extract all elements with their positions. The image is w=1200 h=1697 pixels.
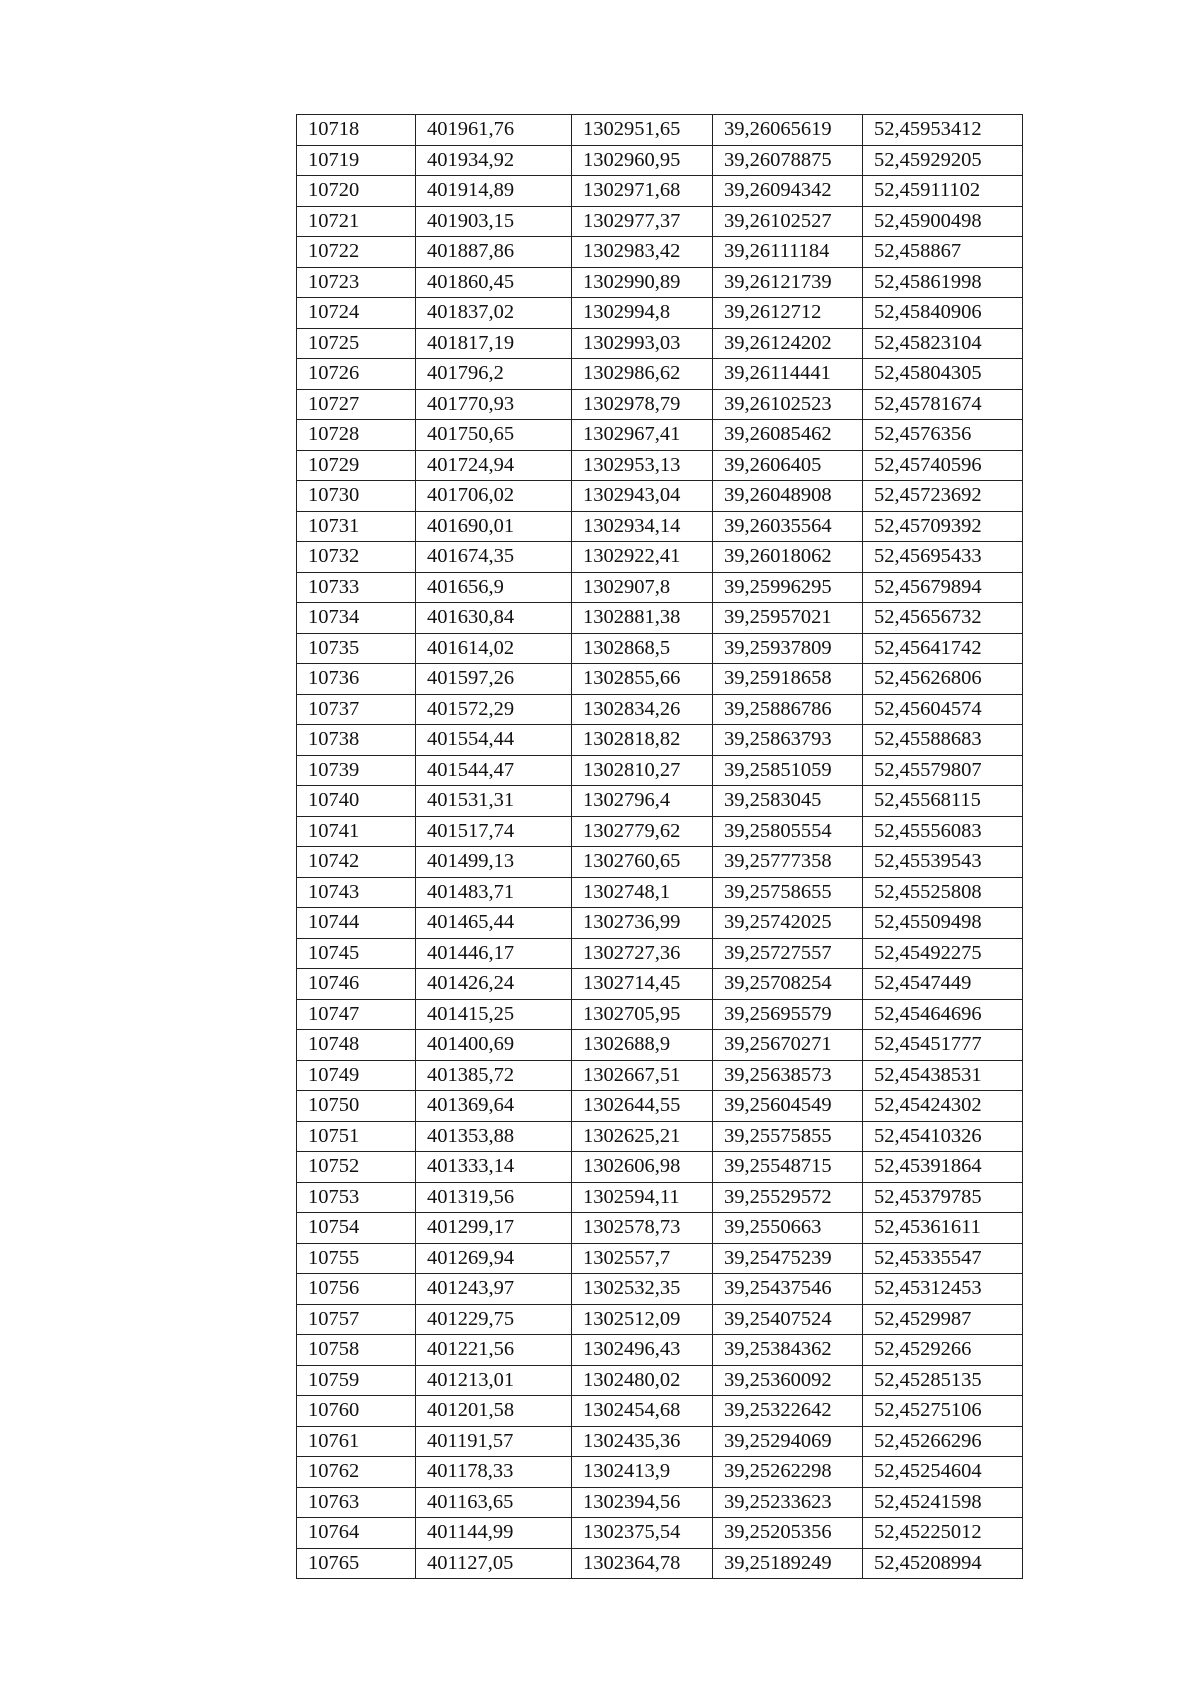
latitude-cell: 52,45266296 (863, 1426, 1023, 1457)
point-number-cell: 10734 (297, 603, 416, 634)
table-row (297, 1487, 1023, 1518)
latitude-cell: 52,4529266 (863, 1335, 1023, 1366)
latitude-cell: 52,4576356 (863, 420, 1023, 451)
latitude-cell: 52,45604574 (863, 694, 1023, 725)
y-coordinate-cell: 1302967,41 (572, 420, 713, 451)
latitude-cell: 52,4547449 (863, 969, 1023, 1000)
y-coordinate-cell: 1302907,8 (572, 572, 713, 603)
point-number-cell: 10742 (297, 847, 416, 878)
longitude-cell: 39,25322642 (713, 1396, 863, 1427)
y-coordinate-cell: 1302971,68 (572, 176, 713, 207)
x-coordinate-cell: 401690,01 (416, 511, 572, 542)
x-coordinate-cell: 401597,26 (416, 664, 572, 695)
longitude-cell: 39,25475239 (713, 1243, 863, 1274)
longitude-cell: 39,25863793 (713, 725, 863, 756)
latitude-cell: 52,45391864 (863, 1152, 1023, 1183)
longitude-cell: 39,26078875 (713, 145, 863, 176)
longitude-cell: 39,2612712 (713, 298, 863, 329)
table-row (297, 786, 1023, 817)
x-coordinate-cell: 401269,94 (416, 1243, 572, 1274)
table-row (297, 1365, 1023, 1396)
latitude-cell: 52,45335547 (863, 1243, 1023, 1274)
latitude-cell: 52,45208994 (863, 1548, 1023, 1579)
latitude-cell: 52,45438531 (863, 1060, 1023, 1091)
point-number-cell: 10765 (297, 1548, 416, 1579)
longitude-cell: 39,25758655 (713, 877, 863, 908)
y-coordinate-cell: 1302644,55 (572, 1091, 713, 1122)
y-coordinate-cell: 1302934,14 (572, 511, 713, 542)
x-coordinate-cell: 401656,9 (416, 572, 572, 603)
x-coordinate-cell: 401531,31 (416, 786, 572, 817)
x-coordinate-cell: 401934,92 (416, 145, 572, 176)
y-coordinate-cell: 1302413,9 (572, 1457, 713, 1488)
longitude-cell: 39,25529572 (713, 1182, 863, 1213)
y-coordinate-cell: 1302667,51 (572, 1060, 713, 1091)
longitude-cell: 39,25805554 (713, 816, 863, 847)
x-coordinate-cell: 401554,44 (416, 725, 572, 756)
longitude-cell: 39,25604549 (713, 1091, 863, 1122)
point-number-cell: 10739 (297, 755, 416, 786)
table-row (297, 572, 1023, 603)
x-coordinate-cell: 401400,69 (416, 1030, 572, 1061)
latitude-cell: 52,45525808 (863, 877, 1023, 908)
x-coordinate-cell: 401837,02 (416, 298, 572, 329)
point-number-cell: 10761 (297, 1426, 416, 1457)
y-coordinate-cell: 1302625,21 (572, 1121, 713, 1152)
y-coordinate-cell: 1302532,35 (572, 1274, 713, 1305)
table-row (297, 1457, 1023, 1488)
point-number-cell: 10749 (297, 1060, 416, 1091)
table-row (297, 847, 1023, 878)
point-number-cell: 10721 (297, 206, 416, 237)
latitude-cell: 52,45953412 (863, 115, 1023, 146)
point-number-cell: 10755 (297, 1243, 416, 1274)
x-coordinate-cell: 401903,15 (416, 206, 572, 237)
y-coordinate-cell: 1302868,5 (572, 633, 713, 664)
longitude-cell: 39,26102523 (713, 389, 863, 420)
longitude-cell: 39,25886786 (713, 694, 863, 725)
point-number-cell: 10754 (297, 1213, 416, 1244)
latitude-cell: 52,45740596 (863, 450, 1023, 481)
point-number-cell: 10730 (297, 481, 416, 512)
latitude-cell: 52,45804305 (863, 359, 1023, 390)
y-coordinate-cell: 1302736,99 (572, 908, 713, 939)
point-number-cell: 10729 (297, 450, 416, 481)
latitude-cell: 52,458867 (863, 237, 1023, 268)
x-coordinate-cell: 401426,24 (416, 969, 572, 1000)
longitude-cell: 39,2583045 (713, 786, 863, 817)
x-coordinate-cell: 401201,58 (416, 1396, 572, 1427)
x-coordinate-cell: 401213,01 (416, 1365, 572, 1396)
x-coordinate-cell: 401243,97 (416, 1274, 572, 1305)
table-row (297, 1030, 1023, 1061)
x-coordinate-cell: 401369,64 (416, 1091, 572, 1122)
table-row (297, 938, 1023, 969)
table-row (297, 359, 1023, 390)
longitude-cell: 39,25957021 (713, 603, 863, 634)
longitude-cell: 39,25727557 (713, 938, 863, 969)
longitude-cell: 39,25575855 (713, 1121, 863, 1152)
point-number-cell: 10720 (297, 176, 416, 207)
table-row (297, 420, 1023, 451)
table-row (297, 1304, 1023, 1335)
latitude-cell: 52,45840906 (863, 298, 1023, 329)
table-row (297, 298, 1023, 329)
table-row (297, 1121, 1023, 1152)
latitude-cell: 52,45656732 (863, 603, 1023, 634)
y-coordinate-cell: 1302834,26 (572, 694, 713, 725)
longitude-cell: 39,25937809 (713, 633, 863, 664)
table-row (297, 1091, 1023, 1122)
table-row (297, 1335, 1023, 1366)
table-row (297, 1182, 1023, 1213)
x-coordinate-cell: 401127,05 (416, 1548, 572, 1579)
point-number-cell: 10727 (297, 389, 416, 420)
y-coordinate-cell: 1302480,02 (572, 1365, 713, 1396)
latitude-cell: 52,45695433 (863, 542, 1023, 573)
latitude-cell: 52,45900498 (863, 206, 1023, 237)
table-row (297, 206, 1023, 237)
table-row (297, 816, 1023, 847)
x-coordinate-cell: 401221,56 (416, 1335, 572, 1366)
x-coordinate-cell: 401465,44 (416, 908, 572, 939)
latitude-cell: 52,45254604 (863, 1457, 1023, 1488)
y-coordinate-cell: 1302364,78 (572, 1548, 713, 1579)
point-number-cell: 10732 (297, 542, 416, 573)
y-coordinate-cell: 1302953,13 (572, 450, 713, 481)
point-number-cell: 10747 (297, 999, 416, 1030)
longitude-cell: 39,26102527 (713, 206, 863, 237)
longitude-cell: 39,25742025 (713, 908, 863, 939)
table-row (297, 969, 1023, 1000)
longitude-cell: 39,26018062 (713, 542, 863, 573)
point-number-cell: 10764 (297, 1518, 416, 1549)
longitude-cell: 39,25205356 (713, 1518, 863, 1549)
point-number-cell: 10725 (297, 328, 416, 359)
table-row (297, 450, 1023, 481)
x-coordinate-cell: 401572,29 (416, 694, 572, 725)
longitude-cell: 39,26035564 (713, 511, 863, 542)
latitude-cell: 52,45911102 (863, 176, 1023, 207)
latitude-cell: 52,45225012 (863, 1518, 1023, 1549)
y-coordinate-cell: 1302557,7 (572, 1243, 713, 1274)
table-row (297, 176, 1023, 207)
latitude-cell: 52,45929205 (863, 145, 1023, 176)
x-coordinate-cell: 401483,71 (416, 877, 572, 908)
y-coordinate-cell: 1302714,45 (572, 969, 713, 1000)
longitude-cell: 39,25294069 (713, 1426, 863, 1457)
table-row (297, 1548, 1023, 1579)
x-coordinate-cell: 401517,74 (416, 816, 572, 847)
x-coordinate-cell: 401817,19 (416, 328, 572, 359)
point-number-cell: 10757 (297, 1304, 416, 1335)
y-coordinate-cell: 1302727,36 (572, 938, 713, 969)
y-coordinate-cell: 1302943,04 (572, 481, 713, 512)
latitude-cell: 52,45312453 (863, 1274, 1023, 1305)
table-row (297, 511, 1023, 542)
table-row (297, 1243, 1023, 1274)
x-coordinate-cell: 401887,86 (416, 237, 572, 268)
point-number-cell: 10748 (297, 1030, 416, 1061)
longitude-cell: 39,25996295 (713, 572, 863, 603)
point-number-cell: 10731 (297, 511, 416, 542)
point-number-cell: 10719 (297, 145, 416, 176)
point-number-cell: 10724 (297, 298, 416, 329)
latitude-cell: 52,45861998 (863, 267, 1023, 298)
longitude-cell: 39,26114441 (713, 359, 863, 390)
latitude-cell: 52,45241598 (863, 1487, 1023, 1518)
point-number-cell: 10718 (297, 115, 416, 146)
latitude-cell: 52,45361611 (863, 1213, 1023, 1244)
x-coordinate-cell: 401446,17 (416, 938, 572, 969)
latitude-cell: 52,45781674 (863, 389, 1023, 420)
longitude-cell: 39,25851059 (713, 755, 863, 786)
y-coordinate-cell: 1302688,9 (572, 1030, 713, 1061)
table-row (297, 389, 1023, 420)
point-number-cell: 10746 (297, 969, 416, 1000)
point-number-cell: 10740 (297, 786, 416, 817)
x-coordinate-cell: 401961,76 (416, 115, 572, 146)
longitude-cell: 39,25407524 (713, 1304, 863, 1335)
point-number-cell: 10751 (297, 1121, 416, 1152)
x-coordinate-cell: 401299,17 (416, 1213, 572, 1244)
y-coordinate-cell: 1302993,03 (572, 328, 713, 359)
latitude-cell: 52,45723692 (863, 481, 1023, 512)
longitude-cell: 39,25189249 (713, 1548, 863, 1579)
y-coordinate-cell: 1302994,8 (572, 298, 713, 329)
table-row (297, 267, 1023, 298)
x-coordinate-cell: 401353,88 (416, 1121, 572, 1152)
longitude-cell: 39,26048908 (713, 481, 863, 512)
y-coordinate-cell: 1302512,09 (572, 1304, 713, 1335)
latitude-cell: 52,45451777 (863, 1030, 1023, 1061)
x-coordinate-cell: 401796,2 (416, 359, 572, 390)
x-coordinate-cell: 401319,56 (416, 1182, 572, 1213)
y-coordinate-cell: 1302496,43 (572, 1335, 713, 1366)
latitude-cell: 52,45568115 (863, 786, 1023, 817)
longitude-cell: 39,25708254 (713, 969, 863, 1000)
x-coordinate-cell: 401191,57 (416, 1426, 572, 1457)
y-coordinate-cell: 1302375,54 (572, 1518, 713, 1549)
point-number-cell: 10750 (297, 1091, 416, 1122)
x-coordinate-cell: 401770,93 (416, 389, 572, 420)
y-coordinate-cell: 1302578,73 (572, 1213, 713, 1244)
table-row (297, 115, 1023, 146)
longitude-cell: 39,25548715 (713, 1152, 863, 1183)
table-row (297, 1152, 1023, 1183)
x-coordinate-cell: 401333,14 (416, 1152, 572, 1183)
point-number-cell: 10723 (297, 267, 416, 298)
point-number-cell: 10743 (297, 877, 416, 908)
y-coordinate-cell: 1302748,1 (572, 877, 713, 908)
table-row (297, 328, 1023, 359)
table-row (297, 694, 1023, 725)
point-number-cell: 10728 (297, 420, 416, 451)
longitude-cell: 39,25918658 (713, 664, 863, 695)
table-row (297, 603, 1023, 634)
latitude-cell: 52,45679894 (863, 572, 1023, 603)
point-number-cell: 10759 (297, 1365, 416, 1396)
table-row (297, 1274, 1023, 1305)
longitude-cell: 39,26065619 (713, 115, 863, 146)
y-coordinate-cell: 1302394,56 (572, 1487, 713, 1518)
latitude-cell: 52,45709392 (863, 511, 1023, 542)
table-row (297, 542, 1023, 573)
point-number-cell: 10762 (297, 1457, 416, 1488)
x-coordinate-cell: 401674,35 (416, 542, 572, 573)
latitude-cell: 52,45588683 (863, 725, 1023, 756)
y-coordinate-cell: 1302881,38 (572, 603, 713, 634)
y-coordinate-cell: 1302990,89 (572, 267, 713, 298)
coordinates-table-body (297, 115, 1023, 1579)
y-coordinate-cell: 1302760,65 (572, 847, 713, 878)
point-number-cell: 10737 (297, 694, 416, 725)
x-coordinate-cell: 401614,02 (416, 633, 572, 664)
y-coordinate-cell: 1302796,4 (572, 786, 713, 817)
point-number-cell: 10722 (297, 237, 416, 268)
x-coordinate-cell: 401499,13 (416, 847, 572, 878)
latitude-cell: 52,45410326 (863, 1121, 1023, 1152)
point-number-cell: 10763 (297, 1487, 416, 1518)
x-coordinate-cell: 401860,45 (416, 267, 572, 298)
table-row (297, 755, 1023, 786)
y-coordinate-cell: 1302951,65 (572, 115, 713, 146)
point-number-cell: 10741 (297, 816, 416, 847)
point-number-cell: 10758 (297, 1335, 416, 1366)
x-coordinate-cell: 401544,47 (416, 755, 572, 786)
table-row (297, 1060, 1023, 1091)
longitude-cell: 39,25262298 (713, 1457, 863, 1488)
x-coordinate-cell: 401415,25 (416, 999, 572, 1030)
latitude-cell: 52,45823104 (863, 328, 1023, 359)
table-row (297, 1213, 1023, 1244)
latitude-cell: 52,45579807 (863, 755, 1023, 786)
table-row (297, 481, 1023, 512)
longitude-cell: 39,26111184 (713, 237, 863, 268)
y-coordinate-cell: 1302960,95 (572, 145, 713, 176)
longitude-cell: 39,2606405 (713, 450, 863, 481)
longitude-cell: 39,25233623 (713, 1487, 863, 1518)
point-number-cell: 10744 (297, 908, 416, 939)
table-row (297, 877, 1023, 908)
table-row (297, 1518, 1023, 1549)
x-coordinate-cell: 401229,75 (416, 1304, 572, 1335)
longitude-cell: 39,26094342 (713, 176, 863, 207)
latitude-cell: 52,45379785 (863, 1182, 1023, 1213)
y-coordinate-cell: 1302705,95 (572, 999, 713, 1030)
table-row (297, 145, 1023, 176)
longitude-cell: 39,26124202 (713, 328, 863, 359)
latitude-cell: 52,45424302 (863, 1091, 1023, 1122)
y-coordinate-cell: 1302986,62 (572, 359, 713, 390)
y-coordinate-cell: 1302978,79 (572, 389, 713, 420)
y-coordinate-cell: 1302977,37 (572, 206, 713, 237)
longitude-cell: 39,26085462 (713, 420, 863, 451)
longitude-cell: 39,25695579 (713, 999, 863, 1030)
latitude-cell: 52,45626806 (863, 664, 1023, 695)
x-coordinate-cell: 401385,72 (416, 1060, 572, 1091)
point-number-cell: 10735 (297, 633, 416, 664)
y-coordinate-cell: 1302855,66 (572, 664, 713, 695)
x-coordinate-cell: 401706,02 (416, 481, 572, 512)
latitude-cell: 52,4529987 (863, 1304, 1023, 1335)
table-row (297, 908, 1023, 939)
longitude-cell: 39,25777358 (713, 847, 863, 878)
longitude-cell: 39,25384362 (713, 1335, 863, 1366)
x-coordinate-cell: 401178,33 (416, 1457, 572, 1488)
latitude-cell: 52,45492275 (863, 938, 1023, 969)
y-coordinate-cell: 1302922,41 (572, 542, 713, 573)
longitude-cell: 39,25360092 (713, 1365, 863, 1396)
y-coordinate-cell: 1302983,42 (572, 237, 713, 268)
y-coordinate-cell: 1302454,68 (572, 1396, 713, 1427)
x-coordinate-cell: 401750,65 (416, 420, 572, 451)
longitude-cell: 39,25670271 (713, 1030, 863, 1061)
x-coordinate-cell: 401724,94 (416, 450, 572, 481)
x-coordinate-cell: 401914,89 (416, 176, 572, 207)
point-number-cell: 10733 (297, 572, 416, 603)
latitude-cell: 52,45464696 (863, 999, 1023, 1030)
y-coordinate-cell: 1302818,82 (572, 725, 713, 756)
point-number-cell: 10752 (297, 1152, 416, 1183)
point-number-cell: 10756 (297, 1274, 416, 1305)
point-number-cell: 10726 (297, 359, 416, 390)
table-row (297, 1426, 1023, 1457)
x-coordinate-cell: 401630,84 (416, 603, 572, 634)
y-coordinate-cell: 1302435,36 (572, 1426, 713, 1457)
point-number-cell: 10753 (297, 1182, 416, 1213)
longitude-cell: 39,25437546 (713, 1274, 863, 1305)
table-row (297, 725, 1023, 756)
latitude-cell: 52,45285135 (863, 1365, 1023, 1396)
y-coordinate-cell: 1302594,11 (572, 1182, 713, 1213)
longitude-cell: 39,26121739 (713, 267, 863, 298)
point-number-cell: 10760 (297, 1396, 416, 1427)
y-coordinate-cell: 1302606,98 (572, 1152, 713, 1183)
x-coordinate-cell: 401144,99 (416, 1518, 572, 1549)
table-row (297, 664, 1023, 695)
coordinates-table (296, 114, 1023, 1579)
point-number-cell: 10736 (297, 664, 416, 695)
latitude-cell: 52,45275106 (863, 1396, 1023, 1427)
longitude-cell: 39,25638573 (713, 1060, 863, 1091)
x-coordinate-cell: 401163,65 (416, 1487, 572, 1518)
table-row (297, 633, 1023, 664)
y-coordinate-cell: 1302810,27 (572, 755, 713, 786)
latitude-cell: 52,45556083 (863, 816, 1023, 847)
longitude-cell: 39,2550663 (713, 1213, 863, 1244)
latitude-cell: 52,45539543 (863, 847, 1023, 878)
table-row (297, 999, 1023, 1030)
point-number-cell: 10738 (297, 725, 416, 756)
y-coordinate-cell: 1302779,62 (572, 816, 713, 847)
latitude-cell: 52,45509498 (863, 908, 1023, 939)
latitude-cell: 52,45641742 (863, 633, 1023, 664)
table-row (297, 1396, 1023, 1427)
table-row (297, 237, 1023, 268)
point-number-cell: 10745 (297, 938, 416, 969)
